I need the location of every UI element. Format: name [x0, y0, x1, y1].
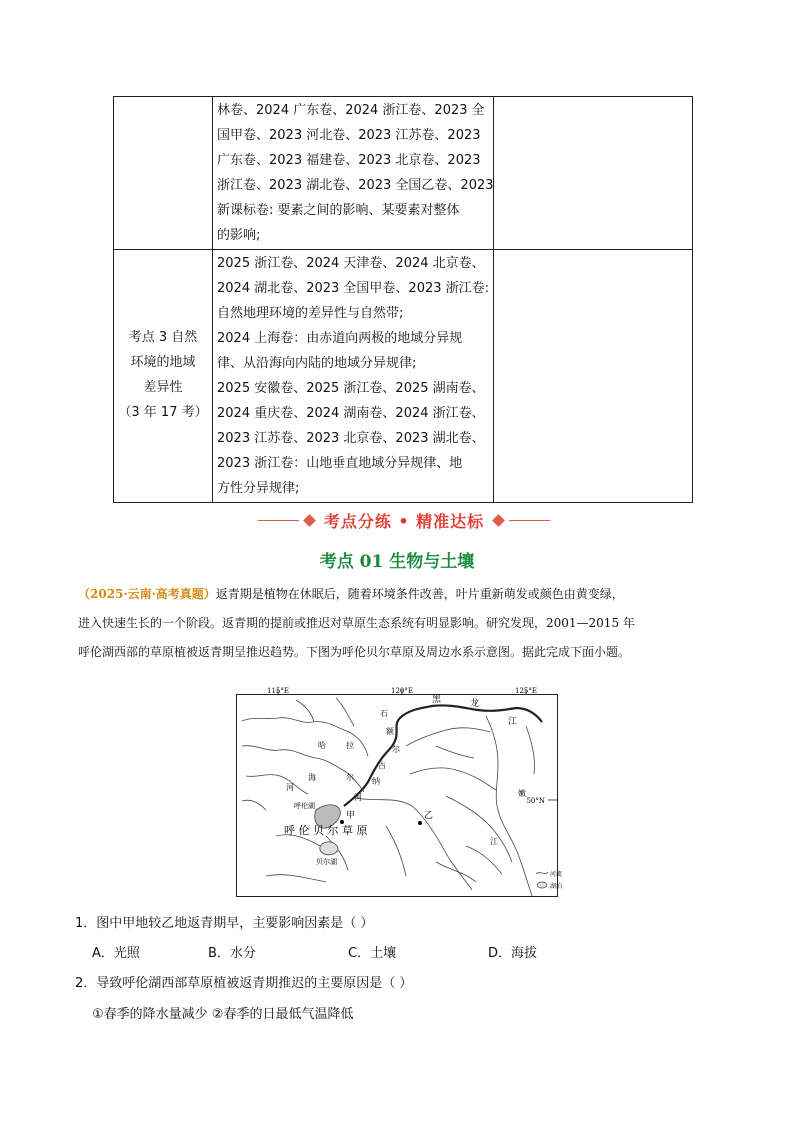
question-2-stem: 2．导致呼伦湖西部草原植被返青期推迟的主要原因是（ ） [75, 976, 413, 991]
cell-line: 2024 重庆卷、2024 湖南卷、2024 浙江卷、 [217, 406, 485, 421]
question-passage [78, 580, 728, 667]
empty-cell [494, 97, 693, 250]
source-tag: （2025·云南·高考真题） [78, 587, 216, 601]
legend-lake: 湖泊 [550, 883, 563, 890]
empty-cell [494, 250, 693, 503]
section-subtitle: 考点 01 生物与土壤 [319, 552, 475, 572]
question-1-options [92, 942, 588, 961]
topic-line: 差异性 [143, 380, 183, 395]
question-2-statements: ①春季的降水量减少 ②春季的日最低气温降低 [92, 1007, 354, 1022]
banner-title: 考点分练 • 精准达标 [323, 511, 485, 531]
legend-river: 河流 [550, 871, 563, 878]
hailar-label: 河 [286, 783, 294, 792]
diamond-icon [303, 514, 316, 527]
cell-line: 2024 湖北卷、2023 全国甲卷、2023 浙江卷: [217, 281, 490, 296]
grassland-label: 呼 伦 贝 尔 草 原 [284, 824, 368, 837]
passage-line: 进入快速生长的一个阶段。返青期的提前或推迟对草原生态系统有明显影响。研究发现，2001—2015 年 [78, 616, 635, 630]
lon-label: 125°E [515, 686, 537, 695]
cell-line: 方性分异规律; [217, 481, 300, 496]
topic-cell-empty [114, 97, 213, 250]
question-1-stem: 1．图中甲地较乙地返青期早，主要影响因素是（ ） [75, 916, 374, 931]
river-label: 江 [490, 837, 498, 846]
section-banner [258, 508, 550, 532]
diamond-icon [492, 514, 505, 527]
cell-line: 2023 浙江卷：山地垂直地域分异规律、地 [217, 456, 463, 471]
option-a[interactable]: A．光照 [92, 946, 140, 961]
hailar-label: 海 [308, 773, 316, 782]
river-label: 龙 [470, 699, 480, 709]
cell-line: 自然地理环境的差异性与自然带; [217, 306, 404, 321]
topic-cell [114, 250, 213, 503]
buir-lake-shape [320, 842, 338, 855]
passage-line: 呼伦湖西部的草原植被返青期呈推迟趋势。下图为呼伦贝尔草原及周边水系示意图。据此完成下面小题。 [78, 645, 631, 659]
option-b[interactable]: B．水分 [208, 946, 256, 961]
passage-text: 返青期是植物在休眠后，随着环境条件改善，叶片重新萌发或颜色由黄变绿， [215, 587, 624, 601]
lon-label: 120°E [391, 686, 413, 695]
hailar-label: 哈 [318, 741, 326, 750]
topic-line: 环境的地域 [130, 355, 196, 370]
river-label: 石 [380, 709, 388, 718]
legend-lake-icon [537, 882, 547, 888]
hailar-label: 尔 [346, 773, 354, 782]
river-system-map [236, 686, 563, 897]
river-label: 嫩 [518, 789, 526, 798]
river-label: 江 [508, 717, 518, 727]
exam-list-cell [213, 97, 494, 250]
passage-line [78, 580, 728, 609]
table-row [114, 250, 693, 503]
cell-line: 林卷、2024 广东卷、2024 浙江卷、2023 全 [217, 103, 485, 118]
hulun-lake-label: 呼伦湖 [294, 802, 315, 810]
topic-line: 考点 3 自然 [128, 330, 198, 345]
point-a-marker [340, 820, 344, 824]
hailar-label: 拉 [346, 741, 354, 750]
option-c[interactable]: C．土壤 [348, 946, 397, 961]
cell-line: 律、从沿海向内陆的地域分异规律; [217, 356, 417, 371]
table-row [114, 97, 693, 250]
cell-line: 新课标卷: 要素之间的影响、某要素对整体 [217, 203, 460, 218]
river-label: 纳 [372, 777, 380, 786]
topic-line: （3 年 17 考） [118, 405, 208, 420]
cell-line: 2023 江苏卷、2023 北京卷、2023 湖北卷、 [217, 431, 485, 446]
river-label: 河 [354, 793, 362, 802]
banner-rule [258, 520, 299, 521]
cell-line: 的影响; [217, 228, 261, 243]
option-d[interactable]: D．海拔 [488, 946, 538, 961]
lat-label: 50°N [526, 797, 545, 805]
river-label: 额 [386, 727, 394, 736]
lon-label: 115°E [267, 686, 289, 695]
cell-line: 2024 上海卷：由赤道向两极的地域分异规 [217, 331, 463, 346]
banner-rule [509, 520, 550, 521]
cell-line: 2025 浙江卷、2024 天津卷、2024 北京卷、 [217, 256, 485, 271]
river-label: 尔 [392, 745, 400, 754]
exam-list-cell [213, 250, 494, 503]
river-label: 黑 [432, 695, 442, 705]
cell-line: 2025 安徽卷、2025 浙江卷、2025 湖南卷、 [217, 381, 485, 396]
point-b-marker [418, 821, 422, 825]
buir-lake-label: 贝尔湖 [316, 858, 337, 866]
point-b-label: 乙 [424, 811, 434, 821]
cell-line: 广东卷、2023 福建卷、2023 北京卷、2023 [217, 153, 481, 168]
cell-line: 国甲卷、2023 河北卷、2023 江苏卷、2023 [217, 128, 481, 143]
point-a-label: 甲 [346, 811, 356, 821]
cell-line: 浙江卷、2023 湖北卷、2023 全国乙卷、2023 [217, 178, 494, 193]
exam-topic-table [113, 96, 693, 503]
river-label: 古 [378, 761, 386, 770]
